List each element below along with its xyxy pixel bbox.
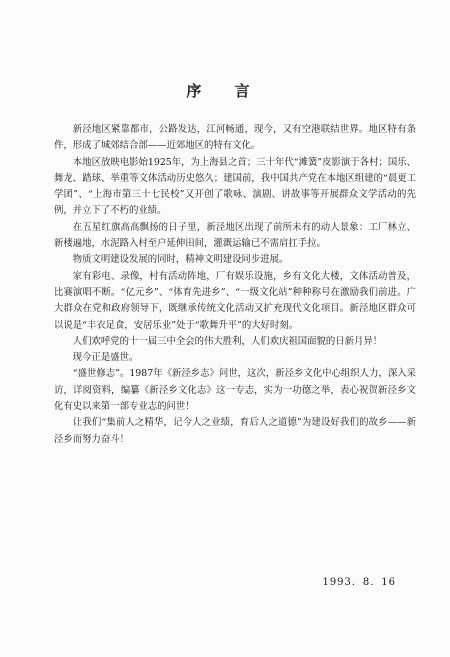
- paragraph: 人们欢呼党的十一届三中全会的伟大胜利，人们欢庆祖国面貌的日新月异！: [72, 335, 383, 347]
- paragraph: 新泾地区紧靠都市，公路发达，江河畅通，现今，又有空港联结世界。地区特有条件，形成了城郊结合部——近郊地区的特有文化。: [54, 124, 416, 152]
- paragraph: 让我们“集前人之精华，记今人之业绩，育后人之道德”为建设好我们的故乡——新泾乡而努力奋斗！: [54, 417, 416, 445]
- paragraph: 在五星红旗高高飘扬的日子里，新泾地区出现了前所未有的动人景象：工厂林立、新楼遍地，水泥路入村至户延伸田间，灌溉运输已不需肩扛手拉。: [54, 221, 416, 250]
- paragraph: 现今正是盛世。: [72, 352, 139, 364]
- paragraph: “盛世修志”。1987年《新泾乡志》问世，这次，新泾乡文化中心组织人力，深入采访，详阅资料，编纂《新泾乡文化志》这一专志，实为一功德之举，表心祝贺新泾乡文化有史以来第一部专业志的问世！: [54, 368, 416, 413]
- page-title: 序 言: [186, 82, 264, 100]
- paragraph: 本地区放映电影始1925年，为上海县之首；三十年代“滩簧”皮影演于各村；国乐、舞龙、踏球、举重等文体活动历史悠久；建国前，我中国共产党在本地区组建的“晨更工学团”、“上海市第三十七民校”又开创了歌咏、演剧、讲故事等开展群众文学活动的先例，并立下了不朽的业绩。: [54, 156, 416, 217]
- paragraph: 物质文明建设发展的同时，精神文明建设同步进展。: [72, 254, 289, 266]
- signature-date: 1993．8．16: [322, 577, 396, 588]
- paragraph: 家有彩电、录像，村有活动阵地，厂有娱乐设施，乡有文化大楼，文体活动普及，比赛演唱不断。“亿元乡”、“体育先进乡”、“一级文化站”种种称号在激励我们前进。广大群众在党和政府领导下，既继承传统文化活动又扩充现代文化项目。新泾地区群众可以说是“丰衣足食，安居乐业”处于“歌舞升平”的大好时刻。: [54, 270, 416, 331]
- preface-body: [54, 122, 416, 448]
